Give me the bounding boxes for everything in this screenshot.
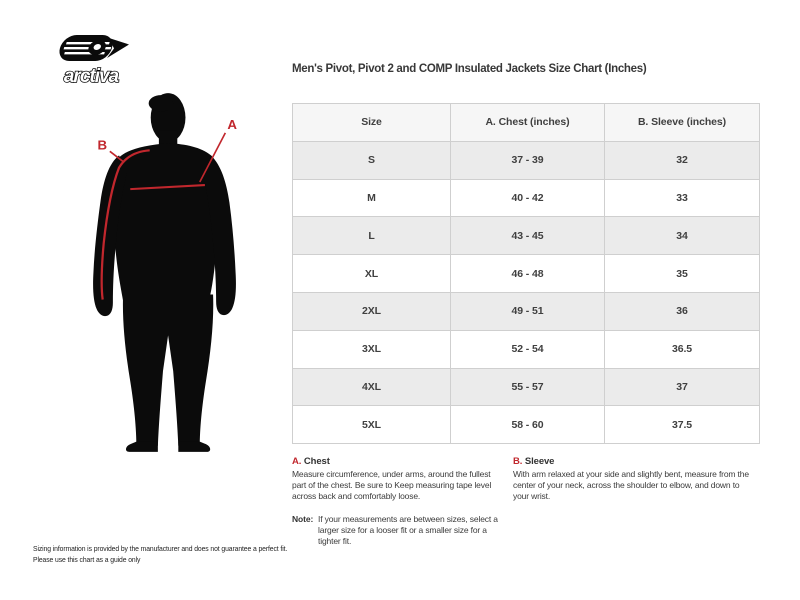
table-cell: 58 - 60 (451, 406, 605, 444)
table-cell: L (293, 217, 451, 255)
table-cell: 35 (605, 255, 760, 293)
table-cell: 34 (605, 217, 760, 255)
chest-instructions (292, 456, 504, 547)
measurement-instructions (292, 456, 762, 547)
sleeve-instructions (513, 456, 759, 547)
table-row (293, 330, 760, 368)
table-cell: 32 (605, 141, 760, 179)
table-cell: 2XL (293, 292, 451, 330)
size-table-body (293, 141, 760, 443)
table-row (293, 406, 760, 444)
chest-title-text: Chest (303, 456, 330, 467)
table-header-row (293, 104, 760, 142)
sizing-note-label: Note: (292, 513, 314, 524)
sizing-note (292, 514, 504, 548)
disclaimer-line-1: Sizing information is provided by the manufacturer and does not guarantee a perfect fit. (33, 544, 288, 553)
table-cell: 4XL (293, 368, 451, 406)
table-cell: 37 (605, 368, 760, 406)
table-cell: 5XL (293, 406, 451, 444)
brand-logo-text: arctiva (63, 66, 119, 87)
table-cell: 3XL (293, 330, 451, 368)
disclaimer (33, 544, 309, 565)
col-header-sleeve: B. Sleeve (inches) (605, 104, 760, 142)
table-row (293, 292, 760, 330)
brand-logo-icon (56, 35, 129, 61)
sleeve-prefix: B. (513, 456, 523, 467)
table-row (293, 141, 760, 179)
table-cell: 49 - 51 (451, 292, 605, 330)
table-row (293, 255, 760, 293)
measurement-figure-svg (80, 90, 248, 458)
table-cell: S (293, 141, 451, 179)
brand-logo-svg (34, 24, 150, 88)
chest-instructions-title (292, 456, 504, 467)
figure-label-a: A (227, 116, 237, 132)
col-header-size: Size (293, 104, 451, 142)
chest-prefix: A. (292, 456, 302, 467)
figure-label-b: B (97, 137, 108, 153)
table-cell: 52 - 54 (451, 330, 605, 368)
table-cell: XL (293, 255, 451, 293)
sleeve-instructions-body: With arm relaxed at your side and slightly bent, measure from the center of your neck, across the shoulder to elbow, and down to your wrist. (513, 469, 749, 502)
table-cell: 55 - 57 (451, 368, 605, 406)
table-cell: 46 - 48 (451, 255, 605, 293)
table-row (293, 217, 760, 255)
col-header-chest: A. Chest (inches) (451, 104, 605, 142)
chest-instructions-body: Measure circumference, under arms, around the fullest part of the chest. Be sure to Keep measuring tape level across back and comfortably loose. (292, 469, 492, 502)
sizing-note-body: If your measurements are between sizes, select a larger size for a looser fit or a smaller size for a tighter fit. (318, 513, 498, 547)
table-row (293, 179, 760, 217)
table-row (293, 368, 760, 406)
table-cell: 37.5 (605, 406, 760, 444)
table-cell: 43 - 45 (451, 217, 605, 255)
table-cell: 37 - 39 (451, 141, 605, 179)
measurement-figure (80, 90, 248, 458)
table-cell: 33 (605, 179, 760, 217)
page-title: Men's Pivot, Pivot 2 and COMP Insulated Jackets Size Chart (Inches) (292, 63, 647, 75)
table-cell: 36 (605, 292, 760, 330)
sleeve-instructions-title (513, 456, 759, 467)
disclaimer-line-2: Please use this chart as a guide only (33, 554, 141, 564)
table-cell: 36.5 (605, 330, 760, 368)
table-cell: 40 - 42 (451, 179, 605, 217)
sleeve-title-text: Sleeve (524, 456, 555, 467)
size-table (292, 103, 760, 444)
brand-logo (34, 24, 150, 88)
body-silhouette (93, 93, 236, 452)
table-cell: M (293, 179, 451, 217)
